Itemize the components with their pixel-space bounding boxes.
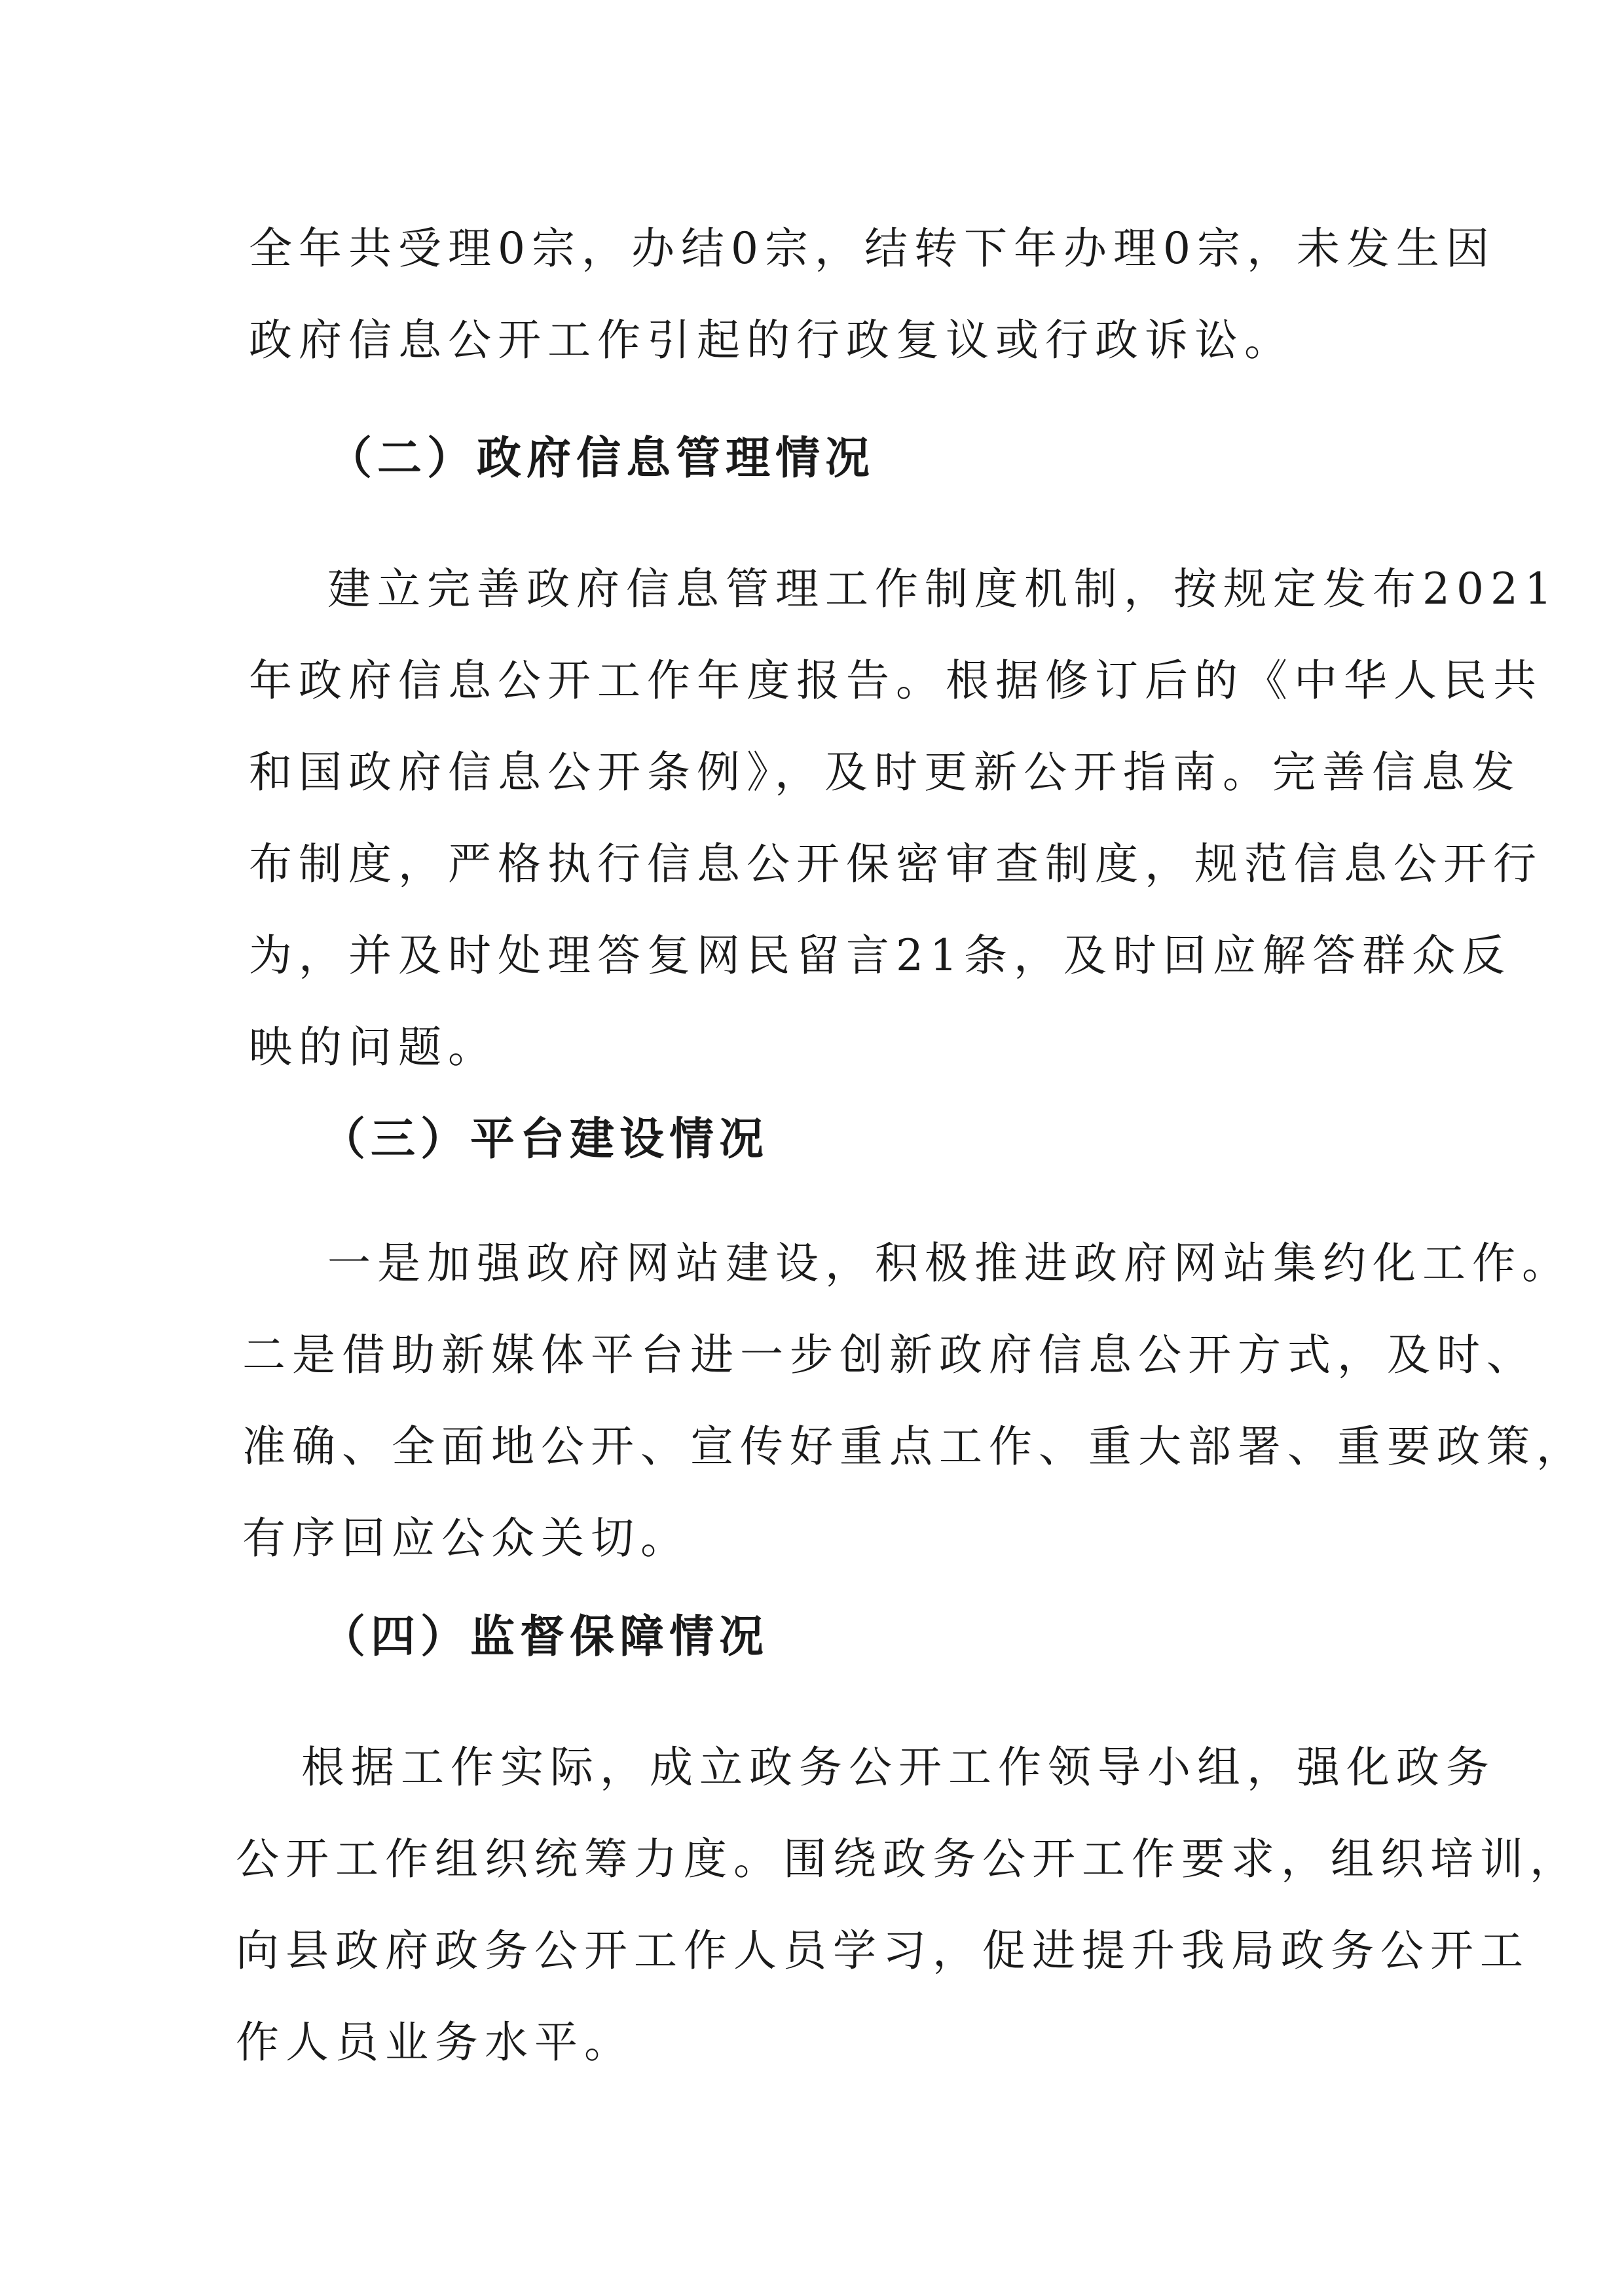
section3-line-1: 一是加强政府网站建设，积极推进政府网站集约化工作。: [327, 1238, 1572, 1288]
section-heading-platform: （三）平台建设情况: [321, 1113, 769, 1165]
section3-line-4: 有序回应公众关切。: [242, 1513, 690, 1563]
section4-line-3: 向县政府政务公开工作人员学习，促进提升我局政务公开工: [236, 1925, 1530, 1976]
section4-line-2: 公开工作组织统筹力度。围绕政务公开工作要求，组织培训，: [236, 1834, 1579, 1884]
section2-line-1: 建立完善政府信息管理工作制度机制，按规定发布2021: [327, 564, 1559, 614]
intro-line-2: 政府信息公开工作引起的行政复议或行政诉讼。: [249, 315, 1294, 365]
section4-line-1: 根据工作实际，成立政务公开工作领导小组，强化政务: [301, 1742, 1496, 1793]
section2-line-6: 映的问题。: [249, 1022, 498, 1072]
section4-line-4: 作人员业务水平。: [236, 2017, 634, 2068]
intro-line-1: 全年共受理0宗，办结0宗，结转下年办理0宗，未发生因: [249, 223, 1496, 274]
section-heading-supervision: （四）监督保障情况: [321, 1611, 769, 1663]
section2-line-4: 布制度，严格执行信息公开保密审查制度，规范信息公开行: [249, 839, 1543, 889]
section3-line-3: 准确、全面地公开、宣传好重点工作、重大部署、重要政策，: [242, 1421, 1586, 1472]
section2-line-2: 年政府信息公开工作年度报告。根据修订后的《中华人民共: [249, 655, 1543, 706]
section-heading-management: （二）政府信息管理情况: [327, 432, 876, 484]
section2-line-5: 为，并及时处理答复网民留言21条，及时回应解答群众反: [249, 930, 1511, 981]
section2-line-3: 和国政府信息公开条例》，及时更新公开指南。完善信息发: [249, 747, 1521, 797]
section3-line-2: 二是借助新媒体平台进一步创新政府信息公开方式，及时、: [242, 1330, 1536, 1380]
